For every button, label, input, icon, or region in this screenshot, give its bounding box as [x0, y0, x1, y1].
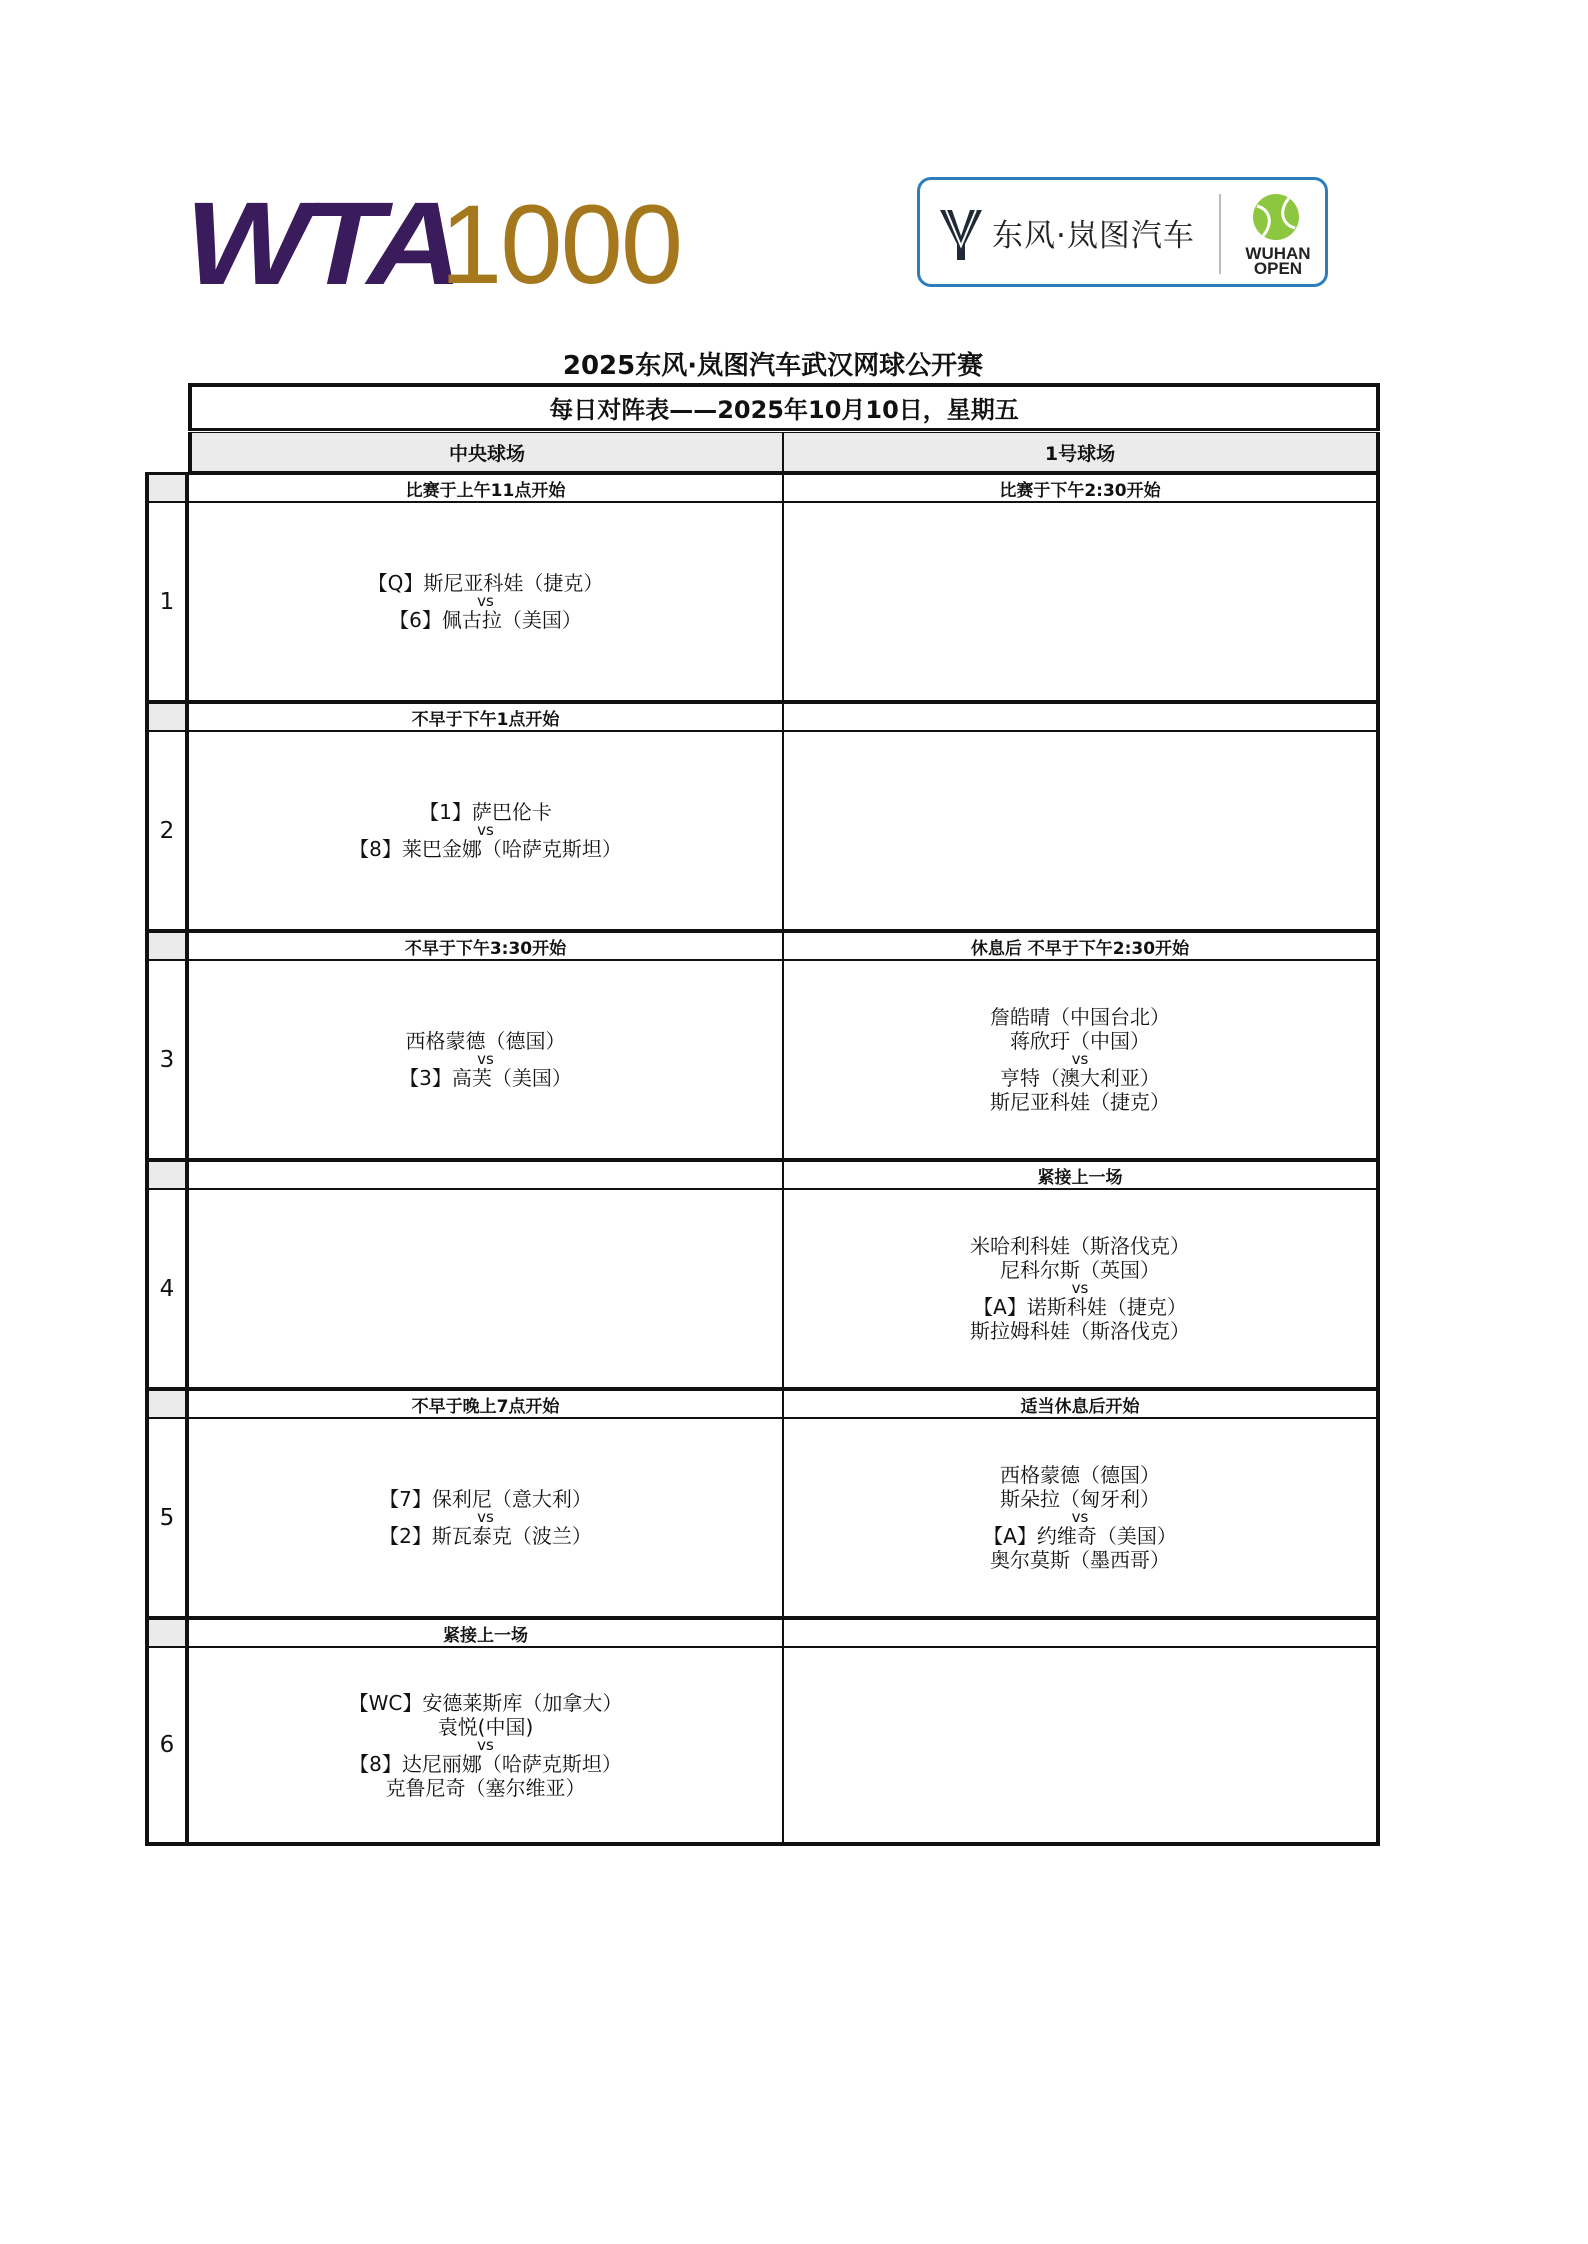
player-name: 斯尼亚科娃（捷克）: [990, 1090, 1170, 1114]
start-note-row: [145, 1388, 1380, 1418]
court-header-center: 中央球场: [188, 432, 783, 472]
start-note-row: [145, 472, 1380, 502]
center-court-match: [188, 1647, 783, 1846]
player-name: 詹皓晴（中国台北）: [990, 1005, 1170, 1029]
center-court-note: 比赛于上午11点开始: [188, 472, 783, 502]
match-number: 2: [145, 731, 188, 930]
court1-match: [783, 1647, 1380, 1846]
match-number: 1: [145, 502, 188, 701]
center-court-match: [188, 731, 783, 930]
center-court-match: [188, 502, 783, 701]
vs-label: vs: [477, 592, 494, 610]
player-name: 【7】保利尼（意大利）: [379, 1487, 592, 1511]
center-court-match: [188, 1189, 783, 1388]
vs-label: vs: [477, 1050, 494, 1068]
player-name: 米哈利科娃（斯洛伐克）: [970, 1234, 1190, 1258]
player-name: 奥尔莫斯（墨西哥）: [990, 1548, 1170, 1572]
player-name: 【WC】安德莱斯库（加拿大）: [348, 1690, 623, 1715]
match-block: [145, 930, 1380, 1159]
court1-note: 休息后 不早于下午2:30开始: [783, 930, 1380, 960]
player-name: 斯朵拉（匈牙利）: [1000, 1487, 1160, 1511]
vs-label: vs: [477, 1508, 494, 1526]
schedule-table: [145, 432, 1380, 1846]
note-number-cell: [145, 472, 188, 502]
player-name: 亨特（澳大利亚）: [1000, 1066, 1160, 1090]
logo-divider: [1219, 194, 1221, 274]
match-row: [145, 731, 1380, 930]
event-title: 2025东风·岚图汽车武汉网球公开赛: [562, 351, 984, 381]
match-number: 3: [145, 960, 188, 1159]
player-name: 【8】达尼丽娜（哈萨克斯坦）: [349, 1751, 622, 1776]
player-name: 【1】萨巴伦卡: [419, 800, 552, 824]
court1-note: 适当休息后开始: [783, 1388, 1380, 1418]
player-name: 【6】佩古拉（美国）: [389, 608, 582, 632]
voyah-mark-icon: [938, 206, 984, 262]
court1-note: 紧接上一场: [783, 1159, 1380, 1189]
wuhan-open-mark: [1230, 246, 1326, 276]
court1-match: [783, 502, 1380, 701]
match-number: 6: [145, 1647, 188, 1846]
start-note-row: [145, 930, 1380, 960]
wta-logo-text: WTA: [185, 178, 456, 310]
player-name: 袁悦(中国): [437, 1714, 534, 1739]
vs-label: vs: [477, 1735, 494, 1754]
center-court-note: [188, 1159, 783, 1189]
player-name: 【2】斯瓦泰克（波兰）: [379, 1524, 592, 1548]
match-row: [145, 502, 1380, 701]
vs-label: vs: [1071, 1508, 1089, 1526]
vs-label: vs: [1071, 1279, 1089, 1297]
court1-match: [783, 731, 1380, 930]
match-row: [145, 1418, 1380, 1617]
center-court-note: 不早于晚上7点开始: [188, 1388, 783, 1418]
match-row: [145, 1647, 1380, 1846]
center-court-note: 不早于下午1点开始: [188, 701, 783, 731]
start-note-row: [145, 1159, 1380, 1189]
vs-label: vs: [477, 821, 494, 839]
match-row: [145, 960, 1380, 1159]
note-number-cell: [145, 1617, 188, 1647]
wuhan-text: WUHAN: [1245, 244, 1311, 263]
player-name: 蒋欣玗（中国）: [1010, 1029, 1150, 1053]
court-header-court1: 1号球场: [783, 432, 1380, 472]
player-name: 西格蒙德（德国）: [405, 1029, 566, 1053]
date-line: 每日对阵表——2025年10月10日，星期五: [188, 383, 1380, 431]
match-row: [145, 1189, 1380, 1388]
note-number-cell: [145, 1388, 188, 1418]
court1-match: [783, 1189, 1380, 1388]
player-name: 尼科尔斯（英国）: [1000, 1258, 1160, 1282]
wta-logo-number: 1000: [440, 182, 682, 307]
player-name: 【Q】斯尼亚科娃（捷克）: [367, 571, 604, 595]
match-number: 4: [145, 1189, 188, 1388]
match-block: [145, 701, 1380, 930]
player-name: 西格蒙德（德国）: [1000, 1463, 1160, 1487]
start-note-row: [145, 701, 1380, 731]
open-text: OPEN: [1253, 259, 1303, 278]
tennis-ball-icon: [1251, 192, 1301, 242]
start-note-row: [145, 1617, 1380, 1647]
player-name: 克鲁尼奇（塞尔维亚）: [385, 1775, 586, 1800]
note-number-cell: [145, 1159, 188, 1189]
player-name: 斯拉姆科娃（斯洛伐克）: [970, 1319, 1190, 1343]
match-block: [145, 1159, 1380, 1388]
match-block: [145, 1388, 1380, 1617]
court-header-row: [188, 432, 1380, 472]
wta-1000-logo: [185, 178, 682, 310]
player-name: 【A】诺斯科娃（捷克）: [973, 1295, 1187, 1319]
player-name: 【8】莱巴金娜（哈萨克斯坦）: [349, 837, 622, 861]
sponsor-logo: [917, 177, 1328, 287]
center-court-note: 不早于下午3:30开始: [188, 930, 783, 960]
court1-note: [783, 701, 1380, 731]
note-number-cell: [145, 930, 188, 960]
center-court-note: 紧接上一场: [188, 1617, 783, 1647]
match-number: 5: [145, 1418, 188, 1617]
note-number-cell: [145, 701, 188, 731]
center-court-match: [188, 960, 783, 1159]
court1-note: [783, 1617, 1380, 1647]
court1-note: 比赛于下午2:30开始: [783, 472, 1380, 502]
player-name: 【3】高芙（美国）: [399, 1066, 572, 1090]
court1-match: [783, 960, 1380, 1159]
vs-label: vs: [1071, 1050, 1089, 1068]
center-court-match: [188, 1418, 783, 1617]
sponsor-brand-text: 东风·岚图汽车: [992, 218, 1195, 254]
match-block: [145, 472, 1380, 701]
player-name: 【A】约维奇（美国）: [983, 1524, 1177, 1548]
court1-match: [783, 1418, 1380, 1617]
match-block: [145, 1617, 1380, 1846]
